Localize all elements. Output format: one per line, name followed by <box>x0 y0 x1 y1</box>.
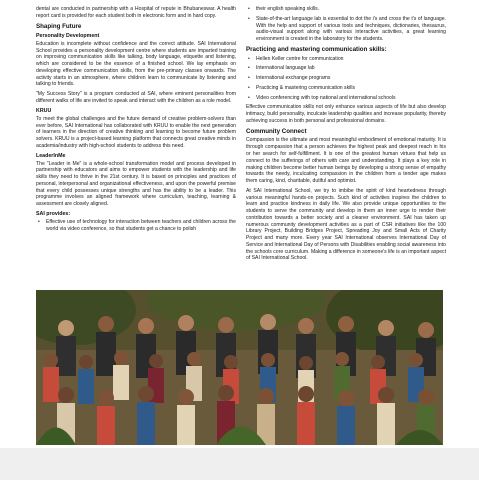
list-item-continued <box>248 6 446 13</box>
footer-band <box>0 448 479 480</box>
list-item: • State-of-the-art language lab is essential to dot the i's and cross the t's of language. With the help and support of various tools and techniques, dictionaries, thesaurus, audio-visual support along with various interactive activities, a great learning environment is created in the laboratory for the students. <box>248 16 446 43</box>
group-photo-icon <box>36 290 443 445</box>
section-heading-shaping-future: Shaping Future <box>36 22 82 30</box>
personality-paragraph-2: "My Success Story" is a program conducted at SAI, where eminent personalities from different walks of life are invited to speak and interact with the children as a role model. <box>36 91 236 104</box>
subheading-personality-development: Personality Development <box>36 32 100 39</box>
communication-paragraph: Effective communication skills not only enhance various aspects of life but also develop intimacy, build personality, inculcate leadership qualities and increase popularity, thereby achieving success in both personal and professional domains. <box>246 104 446 124</box>
subheading-sai-provides: SAI provides: <box>36 210 71 217</box>
community-paragraph-1: Compassion is the ultimate and most meaningful embodiment of emotional maturity. It is through compassion that a person achieves the highest peak and deepest reach in his or her search for self-fulfillment. It is one of the greatest human virtues that help us connect to the sufferings of others with care and understanding. It plays a key role in making children become better human beings by developing a strong sense of empathy towards the needy, inculcating compassion in the children from a tender age makes them caring, kind, charitable, dutiful and optimist. <box>246 137 446 185</box>
subheading-leader-in-me: LeaderInMe <box>36 152 66 159</box>
subheading-kruu: KRUU <box>36 107 52 114</box>
list-item: • Practicing & mastering communication skills <box>248 85 446 92</box>
personality-paragraph-1: Education is incomplete without confidence and the correct attitude. SAI International School provides a personality development centre where students are imparted training on improving communication skills like talking, body language, etiquette and listening, which are considered to be the essence of a finished school. We lay emphasis on developing effective communication skills, from the pre-primary classes onwards. The activity starts in an atmosphere, where children learn to communicate by listening and talking to friends. <box>36 40 236 88</box>
provides-list-continued <box>246 6 446 43</box>
list-item: • Hellen Keller centre for communication <box>248 56 446 63</box>
left-column <box>36 6 236 236</box>
intro-paragraph: dental are conducted in partnership with a Hospital of repute in Bhubaneswar. A health report card is provided for each student both in electronic form and in hard copy. <box>36 6 236 19</box>
facilities-list <box>246 56 446 102</box>
list-item-text: their english speaking skills. <box>256 6 320 12</box>
list-item: • International exchange programs <box>248 75 446 82</box>
kruu-paragraph: To meet the global challenges and the future demand of creative problem-solvers than ever before, SAI International has collaborated with KRUU to enable the next generation of learners in the direction of creative thinking and learning to become future problem solvers. KRUU is a project-based learning platform that connects great creative minds in academia/industry with high-school students to address this need. <box>36 115 236 149</box>
community-paragraph-2: At SAI International School, we try to imbibe the spirit of kind heartedness through various meaningful hands-on projects. Such kind of activities inspires the children to learn and practice kindness in daily life. We also provide unique opportunities to the students to serve the community and develop in them an inner urge to render their contribution towards a better society and a cleaner environment. SAI has taken up numerous community development activities as a part of CSR initiatives like the 100 Library Project, Building Bridges Project, Spreading Joy and Small Acts of Charity Project and many more. Every year SAI International observes International Day of Service and International Day of Persons with Disabilities enabling social awareness into the schools core curriculum. Making a difference in someone's life is an important aspect of SAI International School. <box>246 187 446 262</box>
right-column <box>246 6 446 265</box>
list-item: • Effective use of technology for interaction between teachers and children across the world via video conference, so that students get a chance to polish <box>38 219 236 233</box>
leader-paragraph: The "Leader in Me" is a whole-school transformation model and process developed in partnership with educators and aims to empower students with the leadership and life skills they need to thrive in the 21st century. It is based on principles and practices of personal, interpersonal and organizational effectiveness, and upon the powerful premise that every child possesses unique strengths and has the ability to be a leader. This programme involves an aligned framework where curriculum, teaching, learning & assessment are closely aligned. <box>36 160 236 208</box>
list-item: • International language lab <box>248 65 446 72</box>
group-photo <box>36 290 443 445</box>
section-heading-community-connect: Community Connect <box>246 127 307 135</box>
provides-list <box>36 219 236 233</box>
section-heading-communication: Practicing and mastering communication skills: <box>246 45 387 53</box>
list-item: • Video conferencing with top national and international schools <box>248 95 446 102</box>
